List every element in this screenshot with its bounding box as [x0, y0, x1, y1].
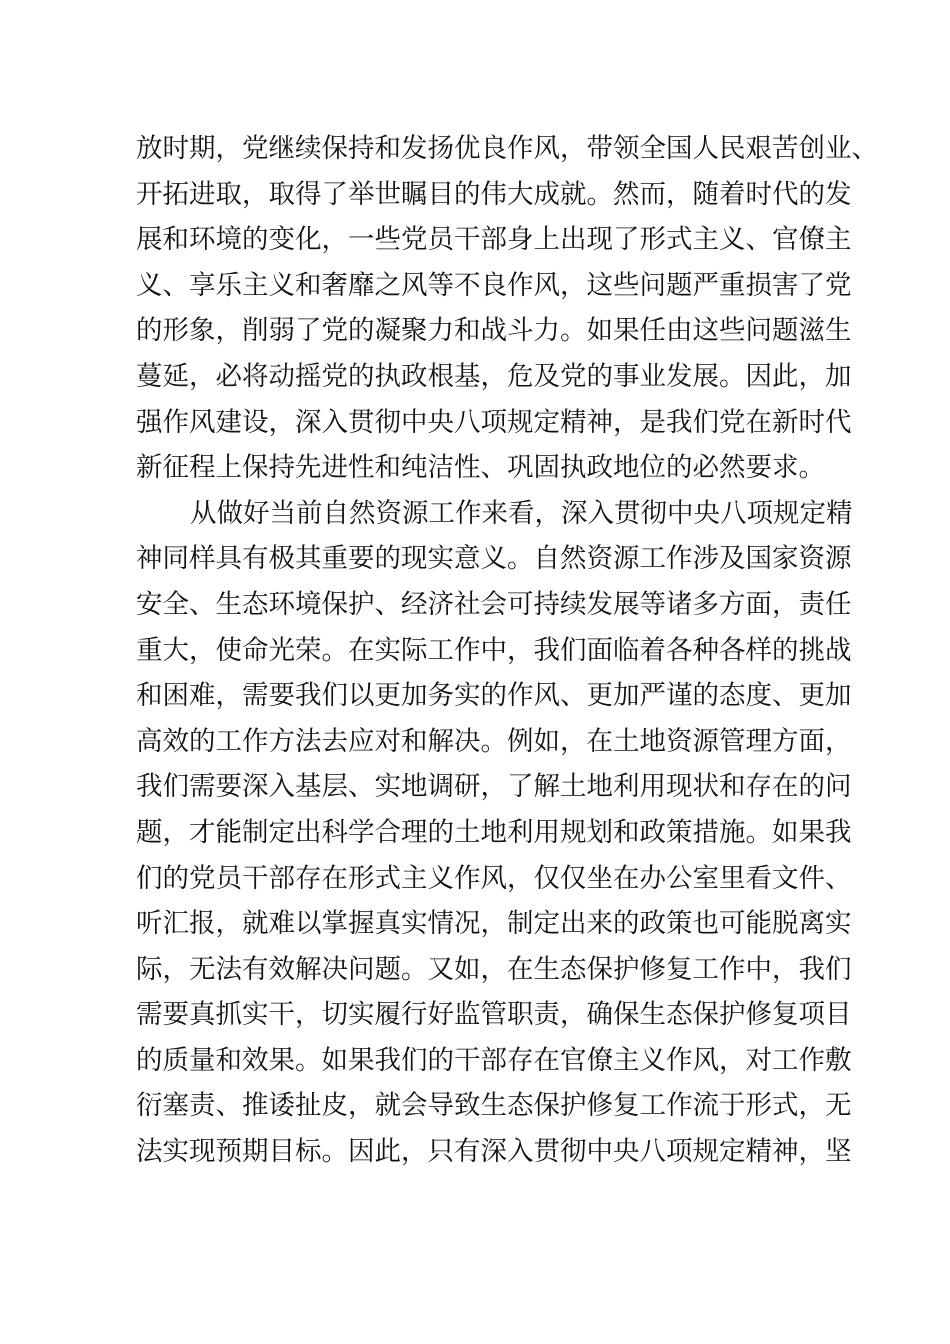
- text-line: 重大，使命光荣。在实际工作中，我们面临着各种各样的挑战: [136, 634, 852, 666]
- text-line: 我们需要深入基层、实地调研，了解土地利用现状和存在的问: [136, 771, 852, 803]
- text-line: 衍塞责、推诿扯皮，就会导致生态保护修复工作流于形式，无: [136, 1090, 852, 1122]
- text-line: 义、享乐主义和奢靡之风等不良作风，这些问题严重损害了党: [136, 269, 852, 301]
- text-line: 从做好当前自然资源工作来看，深入贯彻中央八项规定精: [190, 497, 853, 529]
- text-line: 展和环境的变化，一些党员干部身上出现了形式主义、官僚主: [136, 224, 852, 256]
- text-line: 法实现预期目标。因此，只有深入贯彻中央八项规定精神，坚: [136, 1136, 852, 1168]
- text-line: 需要真抓实干，切实履行好监管职责，确保生态保护修复项目: [136, 999, 852, 1031]
- text-line: 题，才能制定出科学合理的土地利用规划和政策措施。如果我: [136, 816, 852, 848]
- text-line: 和困难，需要我们以更加务实的作风、更加严谨的态度、更加: [136, 680, 852, 712]
- text-line: 的质量和效果。如果我们的干部存在官僚主义作风，对工作敷: [136, 1044, 852, 1076]
- text-line: 们的党员干部存在形式主义作风，仅仅坐在办公室里看文件、: [136, 862, 852, 894]
- text-line: 际，无法有效解决问题。又如，在生态保护修复工作中，我们: [136, 953, 852, 985]
- text-line: 神同样具有极其重要的现实意义。自然资源工作涉及国家资源: [136, 543, 852, 575]
- text-line: 蔓延，必将动摇党的执政根基，危及党的事业发展。因此，加: [136, 360, 852, 392]
- text-line: 新征程上保持先进性和纯洁性、巩固执政地位的必然要求。: [136, 452, 825, 484]
- body-text: [136, 126, 878, 1175]
- text-line: 强作风建设，深入贯彻中央八项规定精神，是我们党在新时代: [136, 406, 852, 438]
- text-line: 安全、生态环境保护、经济社会可持续发展等诸多方面，责任: [136, 588, 852, 620]
- text-line: 的形象，削弱了党的凝聚力和战斗力。如果任由这些问题滋生: [136, 315, 852, 347]
- text-line: 开拓进取，取得了举世瞩目的伟大成就。然而，随着时代的发: [136, 178, 852, 210]
- text-line: 放时期，党继续保持和发扬优良作风，带领全国人民艰苦创业、: [136, 133, 878, 164]
- text-line: 听汇报，就难以掌握真实情况，制定出来的政策也可能脱离实: [136, 908, 852, 940]
- text-line: 高效的工作方法去应对和解决。例如，在土地资源管理方面，: [136, 725, 852, 757]
